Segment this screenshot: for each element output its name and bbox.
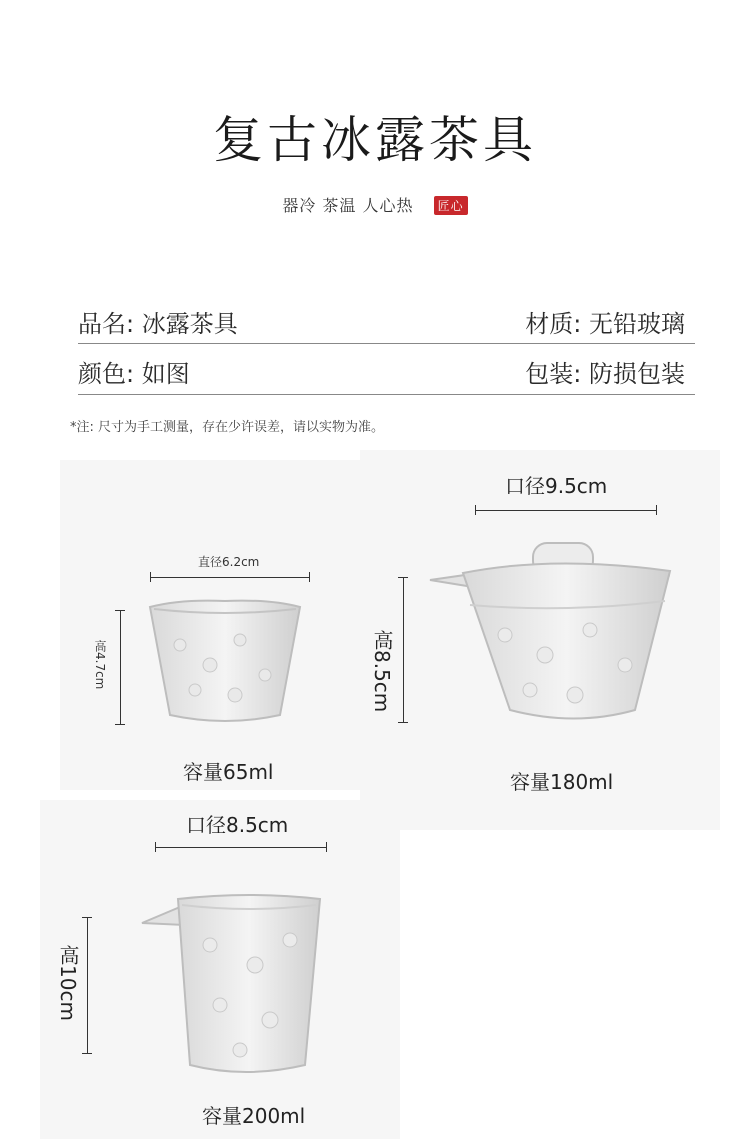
material-label: 材质: 无铅玻璃 bbox=[525, 310, 685, 338]
pitcher-height-label: 高10cm bbox=[56, 945, 80, 1021]
dim-tick bbox=[115, 610, 125, 611]
spec-divider bbox=[78, 394, 695, 395]
cup-height-line bbox=[120, 610, 121, 725]
gaiwan-diameter-label: 口径9.5cm bbox=[505, 474, 608, 498]
page-title: 复古冰露茶具 bbox=[213, 111, 537, 169]
measurement-note: *注: 尺寸为手工测量，存在少许误差，请以实物为准。 bbox=[70, 420, 385, 435]
dim-tick bbox=[82, 917, 92, 918]
slogan-text: 器冷 茶温 人心热 bbox=[282, 196, 414, 215]
cup-diameter-line bbox=[150, 577, 310, 578]
pitcher-height-line bbox=[87, 917, 88, 1054]
product-name-label: 品名: 冰露茶具 bbox=[78, 310, 238, 338]
cup-height-label: 高4.7cm bbox=[93, 640, 107, 690]
gaiwan-height-label: 高8.5cm bbox=[370, 630, 394, 713]
color-label: 颜色: 如图 bbox=[78, 360, 190, 388]
dim-tick bbox=[656, 505, 657, 515]
dim-tick bbox=[326, 842, 327, 852]
cup-diameter-label: 直径6.2cm bbox=[198, 555, 260, 569]
pitcher-capacity: 容量200ml bbox=[202, 1104, 306, 1128]
seal-stamp: 匠心 bbox=[434, 196, 468, 215]
gaiwan-capacity: 容量180ml bbox=[510, 770, 614, 794]
dim-tick bbox=[398, 577, 408, 578]
pitcher-diameter-label: 口径8.5cm bbox=[186, 813, 289, 837]
gaiwan-diameter-line bbox=[475, 510, 657, 511]
pitcher-diameter-line bbox=[155, 847, 327, 848]
gaiwan-image bbox=[425, 535, 680, 735]
cup-image bbox=[140, 595, 310, 735]
spec-row-2 bbox=[78, 346, 695, 396]
dim-tick bbox=[475, 505, 476, 515]
cup-capacity: 容量65ml bbox=[183, 760, 274, 784]
dim-tick bbox=[309, 572, 310, 582]
slogan bbox=[0, 193, 750, 216]
spec-divider bbox=[78, 343, 695, 344]
package-label: 包装: 防损包装 bbox=[525, 360, 685, 388]
dim-tick bbox=[398, 722, 408, 723]
gaiwan-height-line bbox=[403, 577, 404, 723]
dim-tick bbox=[115, 724, 125, 725]
dim-tick bbox=[82, 1053, 92, 1054]
dim-tick bbox=[150, 572, 151, 582]
spec-row-1 bbox=[78, 296, 695, 346]
pitcher-image bbox=[140, 885, 330, 1080]
dim-tick bbox=[155, 842, 156, 852]
